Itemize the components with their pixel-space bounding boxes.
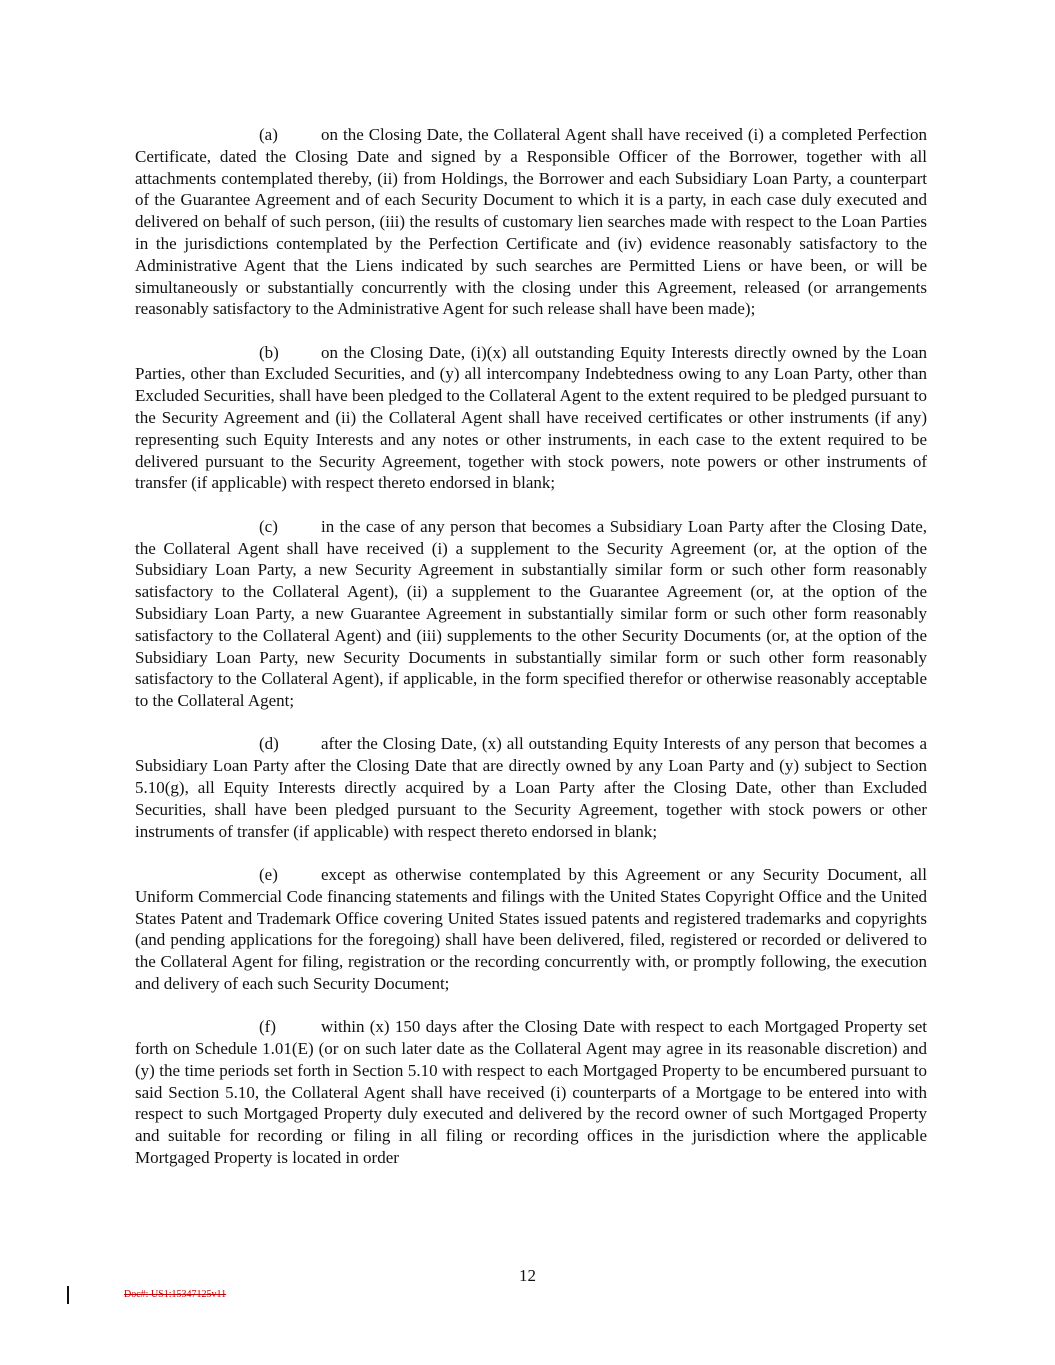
- paragraph-label: (d): [259, 734, 279, 754]
- page-number: 12: [519, 1266, 536, 1285]
- document-body: [135, 124, 927, 1190]
- document-id: Doc#: US1:15347125v11: [124, 1289, 227, 1300]
- paragraph-c: [135, 516, 927, 712]
- paragraph-text: except as otherwise contemplated by this Agreement or any Security Document, all Uniform Commercial Code financing statements and filings with the United States Copyright Office and the United States Patent and Trademark Office covering United States issued patents and registered trademarks and copyrights (and pending applications for the foregoing) shall have been delivered, filed, registered or recorded or delivered to the Collateral Agent for filing, registration or the recording concurrently with, or promptly following, the execution and delivery of each such Security Document;: [135, 864, 927, 993]
- revision-change-bar: [67, 1286, 69, 1304]
- paragraph-a: [135, 124, 927, 320]
- paragraph-e: [135, 864, 927, 995]
- paragraph-d: [135, 733, 927, 842]
- paragraph-text: on the Closing Date, (i)(x) all outstanding Equity Interests directly owned by the Loan Parties, other than Excluded Securities, and (y) all intercompany Indebtedness owing to any Loan Party, other than Excluded Securities, shall have been pledged to the Collateral Agent to the extent required to be pledged pursuant to the Security Agreement and (ii) the Collateral Agent shall have received certificates or other instruments (if any) representing such Equity Interests and any notes or other instruments, in each case to the extent required to be delivered pursuant to the Security Agreement, together with stock powers, note powers or other instruments of transfer (if applicable) with respect thereto endorsed in blank;: [135, 342, 927, 493]
- paragraph-text: within (x) 150 days after the Closing Date with respect to each Mortgaged Property set forth on Schedule 1.01(E) (or on such later date as the Collateral Agent may agree in its reasonable discretion) and (y) the time periods set forth in Section 5.10 with respect to each Mortgaged Property to be encumbered pursuant to said Section 5.10, the Collateral Agent shall have received (i) counterparts of a Mortgage to be entered into with respect to such Mortgaged Property duly executed and delivered by the record owner of such Mortgaged Property and suitable for recording or filing in all filing or recording offices in the jurisdiction where the applicable Mortgaged Property is located in order: [135, 1017, 927, 1167]
- paragraph-label: (a): [259, 125, 278, 144]
- paragraph-b: [135, 342, 927, 495]
- paragraph-text: after the Closing Date, (x) all outstanding Equity Interests of any person that becomes a Subsidiary Loan Party after the Closing Date that are directly owned by any Loan Party and (y) subject to Section 5.10(g), all Equity Interests directly acquired by a Loan Party after the Closing Date, other than Excluded Securities, shall have been pledged pursuant to the Security Agreement, together with stock powers or other instruments of transfer (if applicable) with respect thereto endorsed in blank;: [135, 734, 927, 841]
- paragraph-text: on the Closing Date, the Collateral Agent shall have received (i) a completed Perfection Certificate, dated the Closing Date and signed by a Responsible Officer of the Borrower, together with all attachments contemplated thereby, (ii) from Holdings, the Borrower and each Subsidiary Loan Party, a counterpart of the Guarantee Agreement and of each Security Document to which it is a party, in each case duly executed and delivered on behalf of such person, (iii) the results of customary lien searches made with respect to the Loan Parties in the jurisdictions contemplated by the Perfection Certificate and (iv) evidence reasonably satisfactory to the Administrative Agent that the Liens indicated by such searches are Permitted Liens or have been, or will be simultaneously or substantially concurrently with the closing under this Agreement, released (or arrangements reasonably satisfactory to the Administrative Agent for such release shall have been made);: [135, 125, 927, 319]
- paragraph-f: [135, 1016, 927, 1169]
- paragraph-label: (c): [259, 516, 278, 536]
- paragraph-label: (f): [259, 1017, 276, 1037]
- paragraph-label: (e): [259, 864, 278, 884]
- paragraph-text: in the case of any person that becomes a Subsidiary Loan Party after the Closing Date, the Collateral Agent shall have received (i) a supplement to the Security Agreement (or, at the option of the Subsidiary Loan Party, a new Security Agreement in substantially similar form or such other form reasonably satisfactory to the Collateral Agent), (ii) a supplement to the Guarantee Agreement (or, at the option of the Subsidiary Loan Party, a new Guarantee Agreement in substantially similar form or such other form reasonably satisfactory to the Collateral Agent) and (iii) supplements to the other Security Documents (or, at the option of the Subsidiary Loan Party, new Security Documents in substantially similar form or such other form reasonably satisfactory to the Collateral Agent), if applicable, in the form specified therefor or otherwise reasonably acceptable to the Collateral Agent;: [135, 516, 927, 711]
- paragraph-label: (b): [259, 342, 279, 362]
